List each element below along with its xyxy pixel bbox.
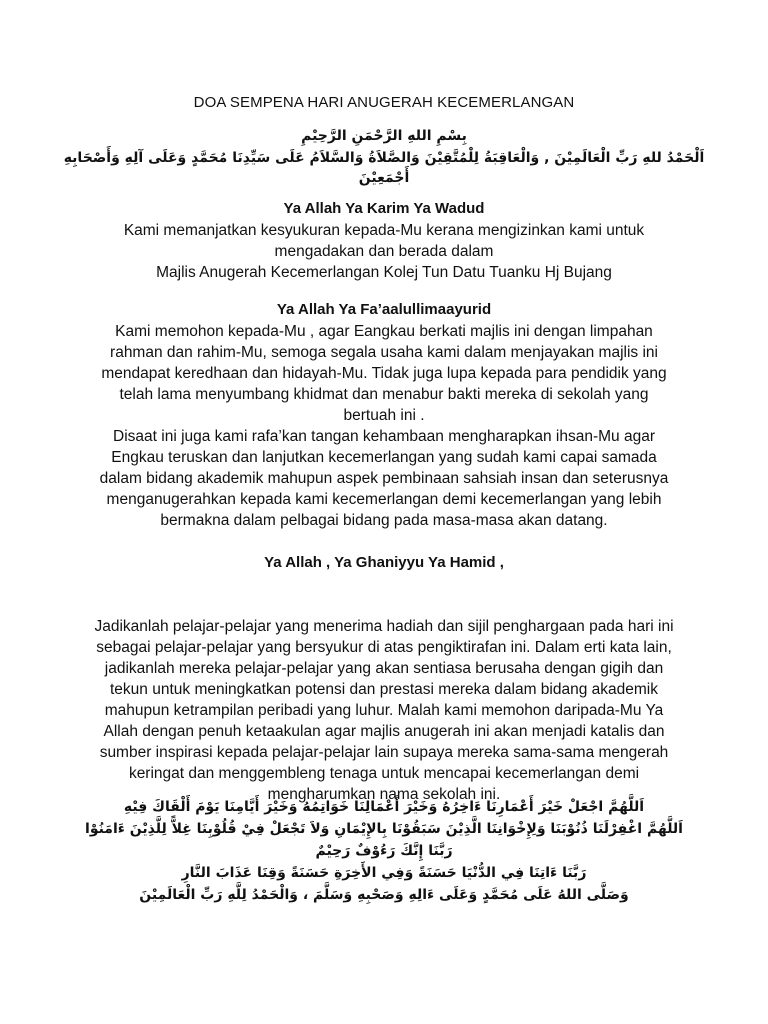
paragraph-line: bermakna dalam pelbagai bidang pada masa-masa akan datang. (160, 512, 608, 529)
paragraph-line: tekun untuk meningkatkan potensi dan prestasi mereka dalam bidang akademik (110, 681, 658, 698)
arabic-bismillah: بِسْمِ اللهِ الرَّحْمَنِ الرَّحِيْمِ (301, 128, 467, 144)
section-heading-faaalullimaayurid: Ya Allah Ya Fa’aalullimaayurid (276, 301, 492, 318)
paragraph-line: keringat dan menggembleng tenaga untuk mencapai kecemerlangan demi (128, 765, 640, 782)
paragraph-line: Jadikanlah pelajar-pelajar yang menerima hadiah dan sijil penghargaan pada hari ini (94, 618, 674, 635)
paragraph-line: sumber inspirasi kepada pelajar-pelajar lain supaya mereka sama-sama mengerah (99, 744, 669, 761)
paragraph-line: mahupun ketrampilan peribadi yang luhur. Malah kami memohon daripada-Mu Ya (104, 702, 664, 719)
arabic-closing-doa (60, 796, 708, 906)
paragraph-line: bertuah ini . (343, 407, 425, 424)
paragraph-line: Kami memohon kepada-Mu , agar Eangkau berkati majlis ini dengan limpahan (115, 323, 653, 340)
paragraph-line: Engkau teruskan dan lanjutkan kecemerlangan yang sudah kami capai samada (111, 449, 657, 466)
paragraph-line: Kami memanjatkan kesyukuran kepada-Mu kerana mengizinkan kami untuk (123, 222, 645, 239)
section-heading-karim-wadud: Ya Allah Ya Karim Ya Wadud (283, 200, 485, 217)
paragraph-line: jadikanlah mereka pelajar-pelajar yang akan sentiasa berusaha dengan gigih dan (104, 660, 664, 677)
section-heading-ghaniyyu-hamid: Ya Allah , Ya Ghaniyyu Ya Hamid , (264, 554, 504, 571)
paragraph-line: menganugerahkan kepada kami kecemerlangan demi kecemerlangan yang lebih (106, 491, 662, 508)
arabic-hamdalah: اَلْحَمْدُ للهِ رَبِّ الْعَالَمِيْنَ , وَالْعَاقِبَةُ لِلْمُتَّقِيْنَ وَالصَّلاَةُ وَالسَّلاَمُ عَلَى سَيِّدِنَا مُحَمَّدٍ وَعَلَى آلِهِ وَأَصْحَابِهِ أَجْمَعِيْنَ (63, 150, 705, 186)
arabic-doa-line: وَصَلَّى اللهُ عَلَى مُحَمَّدٍ وَعَلَى ءَالِهِ وَصَحْبِهِ وَسَلَّمَ ، وَالْحَمْدُ لِلَّهِ رَبِّ الْعَالَمِيْنَ (139, 887, 629, 903)
document-title: DOA SEMPENA HARI ANUGERAH KECEMERLANGAN (193, 94, 575, 111)
paragraph-line: telah lama menyumbang khidmat dan menabur bakti mereka di sekolah yang (119, 386, 649, 403)
paragraph-line: mengharumkan nama sekolah ini. (267, 786, 501, 803)
paragraph-line: mengadakan dan berada dalam (274, 243, 494, 260)
arabic-doa-line: اَللَّهُمَّ اجْعَلْ خَيْرَ أَعْمَارِنَا ءَاخِرُهُ وَخَيْرَ أَعْمَالِنَا خَوَاتِمُهُ وَخَيْرَ أَيَّامِنَا يَوْمَ أَلْقَاكَ فِيْهِ (123, 799, 645, 815)
paragraph-line: mendapat keredhaan dan hidayah-Mu. Tidak juga lupa kepada para pendidik yang (101, 365, 667, 382)
section1-paragraph (60, 220, 708, 283)
paragraph-line: sebagai pelajar-pelajar yang bersyukur di atas pengiktirafan ini. Dalam erti kata lain, (96, 639, 672, 656)
section2-paragraph (60, 321, 708, 531)
paragraph-line: Allah dengan penuh ketaakulan agar majlis anugerah ini akan menjadi katalis dan (103, 723, 665, 740)
arabic-doa-line: رَبَّنَا إِنَّكَ رَءُوْفٌ رَحِيْمٌ (315, 843, 453, 859)
paragraph-line: dalam bidang akademik mahupun aspek pembinaan sahsiah insan dan seterusnya (99, 470, 669, 487)
paragraph-line: Disaat ini juga kami rafa’kan tangan kehambaan mengharapkan ihsan-Mu agar (113, 428, 655, 445)
section3-paragraph (60, 616, 708, 805)
paragraph-line: rahman dan rahim-Mu, semoga segala usaha kami dalam menjayakan majlis ini (110, 344, 658, 361)
paragraph-line: Majlis Anugerah Kecemerlangan Kolej Tun Datu Tuanku Hj Bujang (156, 264, 612, 281)
arabic-doa-line: اَللَّهُمَّ اغْفِرْلَنَا ذُنُوْبَنَا وَلِإِخْوَانِنَا الَّذِيْنَ سَبَقُوْنَا بِالإِيْمَانِ وَلاَ تَجْعَلْ فِيْ قُلُوْبِنَا غِلاًّ لِلَّذِيْنَ ءَامَنُوْا (85, 821, 683, 837)
arabic-doa-line: رَبَّنَا ءَاتِنَا فِي الدُّنْيَا حَسَنَةً وَفِي الأَخِرَةِ حَسَنَةً وَقِنَا عَذَابَ النَّارِ (181, 865, 587, 881)
